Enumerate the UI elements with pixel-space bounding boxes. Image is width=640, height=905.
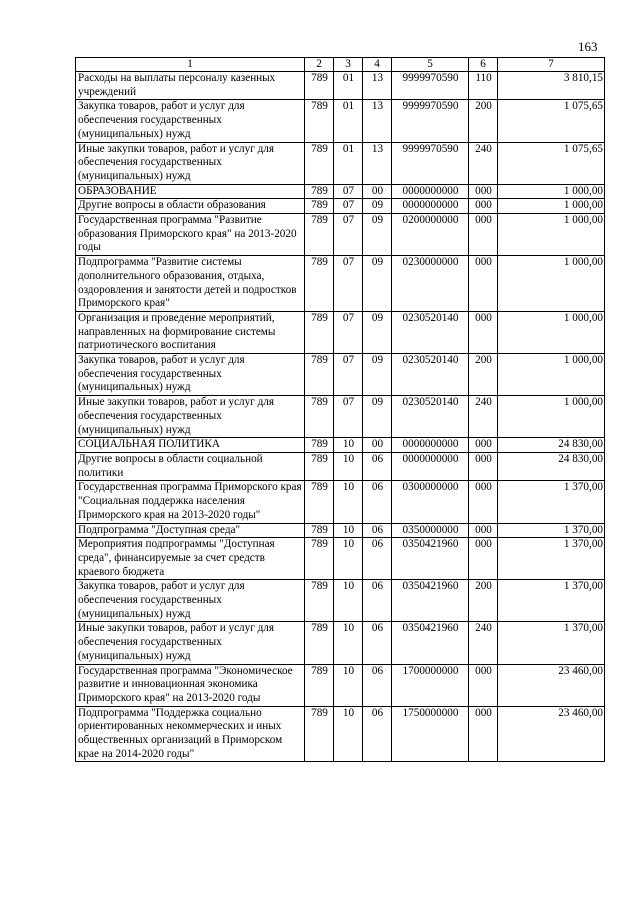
row-sum-cell: 1 000,00	[498, 184, 605, 199]
row-expense-type-cell: 240	[469, 396, 498, 438]
row-section-cell: 01	[334, 72, 363, 100]
row-sum-cell: 1 075,65	[498, 100, 605, 142]
row-ved-cell: 789	[305, 214, 334, 256]
row-sum-cell: 1 000,00	[498, 311, 605, 353]
budget-table	[75, 57, 605, 762]
header-cell-6: 6	[469, 58, 498, 72]
header-row	[76, 58, 605, 72]
row-name-cell: Иные закупки товаров, работ и услуг для обеспечения государственных (муниципальных) нужд	[76, 396, 305, 438]
row-sum-cell: 1 000,00	[498, 354, 605, 396]
row-name-cell: Закупка товаров, работ и услуг для обеспечения государственных (муниципальных) нужд	[76, 100, 305, 142]
row-ved-cell: 789	[305, 311, 334, 353]
table-row	[76, 664, 605, 706]
table-row	[76, 481, 605, 523]
row-target-code-cell: 0000000000	[392, 438, 469, 453]
row-subsection-cell: 06	[363, 452, 392, 480]
row-section-cell: 07	[334, 311, 363, 353]
row-subsection-cell: 06	[363, 664, 392, 706]
table-row	[76, 538, 605, 580]
row-subsection-cell: 09	[363, 311, 392, 353]
row-subsection-cell: 09	[363, 354, 392, 396]
row-ved-cell: 789	[305, 622, 334, 664]
row-section-cell: 07	[334, 184, 363, 199]
row-expense-type-cell: 240	[469, 142, 498, 184]
row-subsection-cell: 06	[363, 481, 392, 523]
row-target-code-cell: 0350421960	[392, 622, 469, 664]
row-expense-type-cell: 000	[469, 214, 498, 256]
table-row	[76, 396, 605, 438]
row-subsection-cell: 06	[363, 622, 392, 664]
row-subsection-cell: 09	[363, 199, 392, 214]
row-name-cell: Подпрограмма "Поддержка социально ориентированных некоммерческих и иных общественных организаций в Приморском крае на 2014-2020 годы"	[76, 706, 305, 762]
row-ved-cell: 789	[305, 438, 334, 453]
row-sum-cell: 1 000,00	[498, 256, 605, 312]
row-sum-cell: 3 810,15	[498, 72, 605, 100]
row-sum-cell: 23 460,00	[498, 664, 605, 706]
row-subsection-cell: 13	[363, 142, 392, 184]
row-sum-cell: 1 000,00	[498, 199, 605, 214]
table-row	[76, 142, 605, 184]
row-sum-cell: 1 000,00	[498, 214, 605, 256]
row-name-cell: ОБРАЗОВАНИЕ	[76, 184, 305, 199]
table-row	[76, 311, 605, 353]
row-ved-cell: 789	[305, 396, 334, 438]
row-ved-cell: 789	[305, 452, 334, 480]
row-sum-cell: 1 075,65	[498, 142, 605, 184]
row-subsection-cell: 13	[363, 100, 392, 142]
row-target-code-cell: 9999970590	[392, 100, 469, 142]
row-ved-cell: 789	[305, 664, 334, 706]
row-ved-cell: 789	[305, 538, 334, 580]
row-sum-cell: 1 370,00	[498, 481, 605, 523]
row-target-code-cell: 0200000000	[392, 214, 469, 256]
row-target-code-cell: 0350421960	[392, 580, 469, 622]
row-ved-cell: 789	[305, 72, 334, 100]
row-expense-type-cell: 000	[469, 438, 498, 453]
row-name-cell: Подпрограмма "Доступная среда"	[76, 523, 305, 538]
row-sum-cell: 24 830,00	[498, 452, 605, 480]
row-expense-type-cell: 000	[469, 452, 498, 480]
row-expense-type-cell: 110	[469, 72, 498, 100]
table-row	[76, 523, 605, 538]
row-subsection-cell: 06	[363, 706, 392, 762]
row-expense-type-cell: 240	[469, 622, 498, 664]
row-ved-cell: 789	[305, 706, 334, 762]
header-cell-7: 7	[498, 58, 605, 72]
row-target-code-cell: 0000000000	[392, 199, 469, 214]
row-sum-cell: 1 370,00	[498, 523, 605, 538]
row-section-cell: 10	[334, 622, 363, 664]
row-section-cell: 07	[334, 396, 363, 438]
table-row	[76, 580, 605, 622]
row-expense-type-cell: 000	[469, 706, 498, 762]
table-row	[76, 452, 605, 480]
row-target-code-cell: 0230520140	[392, 354, 469, 396]
row-target-code-cell: 0300000000	[392, 481, 469, 523]
row-section-cell: 10	[334, 538, 363, 580]
row-expense-type-cell: 000	[469, 184, 498, 199]
row-ved-cell: 789	[305, 354, 334, 396]
table-row	[76, 214, 605, 256]
row-section-cell: 07	[334, 214, 363, 256]
row-sum-cell: 23 460,00	[498, 706, 605, 762]
row-section-cell: 10	[334, 580, 363, 622]
row-subsection-cell: 09	[363, 256, 392, 312]
page-number: 163	[578, 39, 598, 54]
row-subsection-cell: 09	[363, 396, 392, 438]
row-ved-cell: 789	[305, 256, 334, 312]
row-expense-type-cell: 000	[469, 311, 498, 353]
row-expense-type-cell: 200	[469, 100, 498, 142]
row-section-cell: 10	[334, 481, 363, 523]
row-section-cell: 07	[334, 354, 363, 396]
row-target-code-cell: 0000000000	[392, 452, 469, 480]
row-section-cell: 10	[334, 664, 363, 706]
table-row	[76, 184, 605, 199]
row-name-cell: Иные закупки товаров, работ и услуг для обеспечения государственных (муниципальных) нужд	[76, 622, 305, 664]
row-name-cell: Закупка товаров, работ и услуг для обеспечения государственных (муниципальных) нужд	[76, 580, 305, 622]
row-target-code-cell: 9999970590	[392, 72, 469, 100]
row-ved-cell: 789	[305, 184, 334, 199]
row-section-cell: 07	[334, 256, 363, 312]
table-row	[76, 706, 605, 762]
row-expense-type-cell: 000	[469, 523, 498, 538]
row-name-cell: СОЦИАЛЬНАЯ ПОЛИТИКА	[76, 438, 305, 453]
row-name-cell: Другие вопросы в области образования	[76, 199, 305, 214]
row-name-cell: Государственная программа "Экономическое развитие и инновационная экономика Приморского края" на 2013-2020 годы	[76, 664, 305, 706]
row-target-code-cell: 0350421960	[392, 538, 469, 580]
row-name-cell: Расходы на выплаты персоналу казенных учреждений	[76, 72, 305, 100]
table-row	[76, 100, 605, 142]
table-row	[76, 256, 605, 312]
row-expense-type-cell: 000	[469, 538, 498, 580]
table-row	[76, 622, 605, 664]
row-section-cell: 10	[334, 706, 363, 762]
table-row	[76, 354, 605, 396]
row-section-cell: 10	[334, 523, 363, 538]
header-cell-1: 1	[76, 58, 305, 72]
row-name-cell: Другие вопросы в области социальной политики	[76, 452, 305, 480]
row-ved-cell: 789	[305, 523, 334, 538]
row-target-code-cell: 0000000000	[392, 184, 469, 199]
row-subsection-cell: 06	[363, 580, 392, 622]
row-subsection-cell: 06	[363, 523, 392, 538]
row-section-cell: 07	[334, 199, 363, 214]
row-name-cell: Государственная программа "Развитие образования Приморского края" на 2013-2020 годы	[76, 214, 305, 256]
row-subsection-cell: 09	[363, 214, 392, 256]
row-ved-cell: 789	[305, 142, 334, 184]
row-sum-cell: 1 370,00	[498, 622, 605, 664]
row-section-cell: 01	[334, 142, 363, 184]
row-expense-type-cell: 200	[469, 354, 498, 396]
row-sum-cell: 1 370,00	[498, 580, 605, 622]
row-target-code-cell: 0350000000	[392, 523, 469, 538]
row-target-code-cell: 1700000000	[392, 664, 469, 706]
row-name-cell: Государственная программа Приморского края "Социальная поддержка населения Приморского края на 2013-2020 годы"	[76, 481, 305, 523]
row-name-cell: Мероприятия подпрограммы "Доступная среда", финансируемые за счет средств краевого бюджета	[76, 538, 305, 580]
table-row	[76, 72, 605, 100]
header-cell-2: 2	[305, 58, 334, 72]
row-subsection-cell: 13	[363, 72, 392, 100]
table-row	[76, 199, 605, 214]
row-ved-cell: 789	[305, 481, 334, 523]
row-sum-cell: 24 830,00	[498, 438, 605, 453]
table-body	[76, 72, 605, 762]
row-target-code-cell: 1750000000	[392, 706, 469, 762]
table-row	[76, 438, 605, 453]
header-cell-4: 4	[363, 58, 392, 72]
row-name-cell: Подпрограмма "Развитие системы дополнительного образования, отдыха, оздоровления и занятости детей и подростков Приморского края"	[76, 256, 305, 312]
row-section-cell: 10	[334, 438, 363, 453]
row-target-code-cell: 0230520140	[392, 396, 469, 438]
row-target-code-cell: 0230000000	[392, 256, 469, 312]
header-cell-3: 3	[334, 58, 363, 72]
row-sum-cell: 1 370,00	[498, 538, 605, 580]
row-expense-type-cell: 000	[469, 199, 498, 214]
row-target-code-cell: 0230520140	[392, 311, 469, 353]
row-subsection-cell: 00	[363, 184, 392, 199]
row-name-cell: Иные закупки товаров, работ и услуг для обеспечения государственных (муниципальных) нужд	[76, 142, 305, 184]
row-section-cell: 10	[334, 452, 363, 480]
row-expense-type-cell: 000	[469, 664, 498, 706]
row-name-cell: Организация и проведение мероприятий, направленных на формирование системы патриотического воспитания	[76, 311, 305, 353]
row-ved-cell: 789	[305, 100, 334, 142]
row-sum-cell: 1 000,00	[498, 396, 605, 438]
header-cell-5: 5	[392, 58, 469, 72]
row-ved-cell: 789	[305, 199, 334, 214]
row-target-code-cell: 9999970590	[392, 142, 469, 184]
row-name-cell: Закупка товаров, работ и услуг для обеспечения государственных (муниципальных) нужд	[76, 354, 305, 396]
row-expense-type-cell: 200	[469, 580, 498, 622]
row-expense-type-cell: 000	[469, 256, 498, 312]
row-subsection-cell: 06	[363, 538, 392, 580]
row-subsection-cell: 00	[363, 438, 392, 453]
row-expense-type-cell: 000	[469, 481, 498, 523]
row-ved-cell: 789	[305, 580, 334, 622]
row-section-cell: 01	[334, 100, 363, 142]
